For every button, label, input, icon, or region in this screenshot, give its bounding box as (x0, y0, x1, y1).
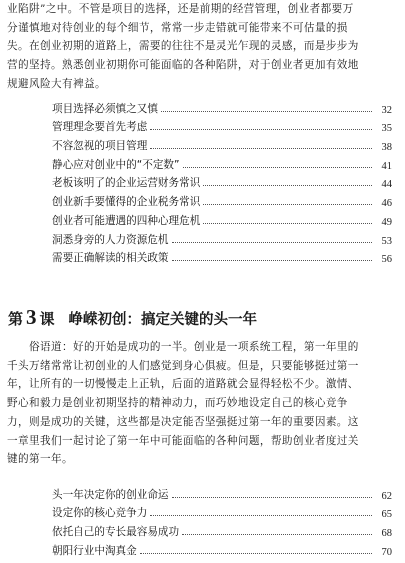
toc-entry-title: 朝阳行业中淘真金 (52, 544, 137, 557)
toc-leader-dots (203, 204, 372, 205)
toc-entry-title: 老板该明了的企业运营财务常识 (52, 177, 201, 190)
toc-entry-page: 46 (381, 198, 392, 210)
lesson-title: 峥嵘初创：搞定关键的头一年 (68, 311, 258, 328)
lesson-prefix: 第 (8, 310, 24, 328)
lesson-line: 一章里我们一起讨论了第一年中可能面临的各种问题，帮助创业者度过关 (7, 434, 359, 447)
lesson-line: 键的第一年。 (7, 453, 73, 466)
toc-entry-title: 需要正确解读的相关政策 (52, 252, 169, 265)
toc-entry-title: 头一年决定你的创业命运 (52, 488, 169, 501)
lesson-line: 年，让所有的一切慢慢走上正轨，后面的道路就会显得轻松不少。激情、 (7, 378, 359, 391)
toc-entry-page: 65 (381, 509, 392, 521)
toc-entry-title: 洞悉身旁的人力资源危机 (52, 233, 169, 246)
toc-entry[interactable] (52, 520, 392, 539)
intro-line: 规避风险大有裨益。 (7, 77, 106, 90)
toc-section-1 (52, 97, 392, 265)
toc-leader-dots (182, 534, 372, 535)
toc-entry[interactable] (52, 190, 392, 209)
lesson-suffix: 课 (39, 310, 55, 328)
lesson-line: 千头万绪常常让初创业的人们感觉到身心俱疲。但是，只要能够挺过第一 (7, 359, 359, 372)
toc-leader-dots (172, 497, 372, 498)
toc-leader-dots (150, 148, 372, 149)
intro-line: 业陷阱”之中。不管是项目的选择，还是前期的经营管理，创业者都要万 (7, 3, 354, 15)
lesson-paragraph (7, 338, 399, 469)
toc-entry[interactable] (52, 539, 392, 558)
toc-entry[interactable] (52, 116, 392, 135)
lesson-line: 野心和毅力是创业初期坚持的精神动力，而巧妙地设定自己的核心竞争 (7, 397, 348, 410)
toc-leader-dots (183, 167, 372, 168)
toc-leader-dots (140, 553, 372, 554)
toc-entry[interactable] (52, 153, 392, 172)
toc-entry-page: 56 (381, 254, 392, 266)
toc-entry[interactable] (52, 209, 392, 228)
toc-entry[interactable] (52, 172, 392, 191)
toc-entry-page: 44 (381, 179, 392, 191)
intro-paragraph (7, 0, 399, 94)
lesson-heading (8, 305, 398, 331)
toc-entry[interactable] (52, 228, 392, 247)
toc-entry-page: 68 (381, 528, 392, 540)
toc-leader-dots (172, 242, 372, 243)
toc-entry-page: 41 (381, 160, 392, 172)
toc-entry-page: 53 (381, 235, 392, 247)
toc-entry[interactable] (52, 247, 392, 266)
toc-entry-title: 创业者可能遭遇的四种心理危机 (52, 214, 201, 227)
toc-section-2 (52, 483, 392, 558)
toc-leader-dots (172, 260, 372, 261)
toc-entry-page: 70 (381, 546, 392, 558)
toc-entry-title: 不容忽视的项目管理 (52, 140, 148, 153)
toc-entry-title: 项目选择必须慎之又慎 (52, 102, 158, 115)
toc-entry[interactable] (52, 502, 392, 521)
toc-entry-page: 32 (381, 104, 392, 116)
toc-entry[interactable] (52, 483, 392, 502)
toc-entry-title: 静心应对创业中的“不定数” (52, 158, 180, 171)
toc-entry-title: 管理理念要首先考虑 (52, 121, 148, 134)
toc-entry-title: 依托自己的专长最容易成功 (52, 526, 180, 539)
lesson-number: 3 (26, 305, 37, 329)
toc-entry-page: 35 (381, 123, 392, 135)
toc-entry-title: 创业新手要懂得的企业税务常识 (52, 196, 201, 209)
toc-entry-title: 设定你的核心竞争力 (52, 507, 148, 520)
toc-leader-dots (203, 223, 372, 224)
intro-line: 失。在创业初期的道路上，需要的往往不是灵光乍现的灵感，而是步步为 (7, 40, 359, 53)
toc-entry-page: 62 (381, 490, 392, 502)
lesson-line: 俗语道：好的开始是成功的一半。创业是一项系统工程，第一年里的 (7, 341, 359, 353)
toc-entry-page: 38 (381, 142, 392, 154)
intro-line: 分谨慎地对待创业的每个细节，常常一步走错就可能带来不可估量的损 (7, 21, 348, 34)
lesson-line: 力，则是成功的关键，这些都是决定能否坚强挺过第一年的重要因素。这 (7, 415, 359, 428)
toc-leader-dots (161, 111, 372, 112)
toc-leader-dots (203, 185, 372, 186)
intro-line: 营的坚持。熟悉创业初期你可能面临的各种陷阱，对于创业者更加有效地 (7, 59, 359, 72)
toc-leader-dots (150, 129, 372, 130)
toc-entry[interactable] (52, 134, 392, 153)
toc-entry[interactable] (52, 97, 392, 116)
toc-entry-page: 49 (381, 216, 392, 228)
toc-leader-dots (150, 515, 372, 516)
